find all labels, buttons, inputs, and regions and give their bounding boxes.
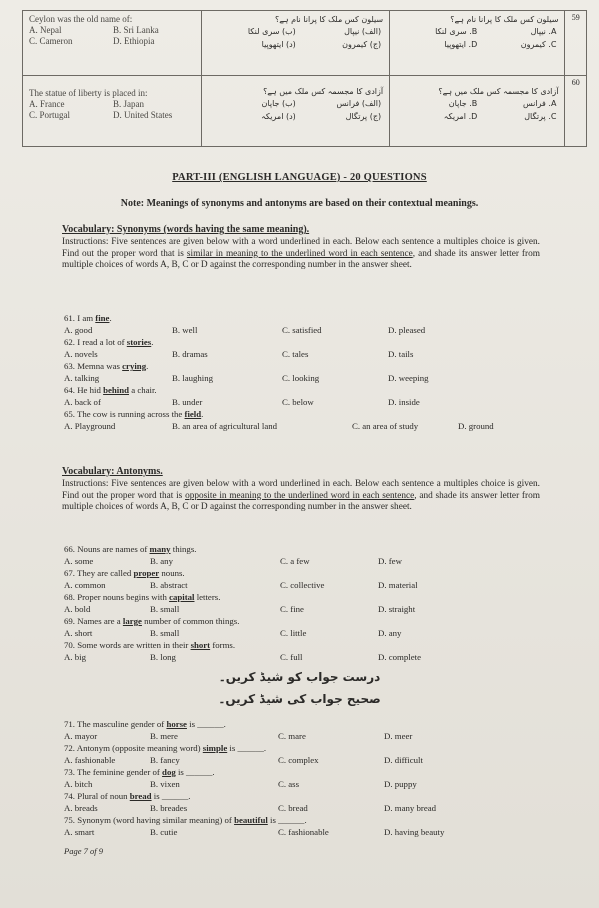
instr-text: , and shade its answer letter from multiple choices of words A, B, C or D against the corresponding number in the answer sheet. bbox=[62, 248, 541, 271]
option: (ج) کیمرون bbox=[342, 40, 382, 49]
answer-option[interactable]: D. few bbox=[378, 556, 402, 566]
answer-option[interactable]: C. a few bbox=[280, 556, 310, 566]
stem-text: 74. Plural of noun bbox=[64, 791, 130, 801]
question-stem bbox=[64, 718, 584, 730]
option: D. ایتھوپیا bbox=[444, 40, 478, 49]
question-stem bbox=[64, 312, 584, 324]
answer-option[interactable]: B. mere bbox=[150, 731, 178, 741]
stem-text: 71. The masculine gender of bbox=[64, 719, 167, 729]
option: C. Cameron bbox=[29, 36, 73, 46]
question-stem bbox=[64, 408, 584, 420]
answer-option[interactable]: D. meer bbox=[384, 731, 413, 741]
stem-text: 61. I am bbox=[64, 313, 96, 323]
stem-text: 64. He hid bbox=[64, 385, 104, 395]
stem-text: is ______. bbox=[186, 719, 226, 729]
option: (د) ایتھوپیا bbox=[261, 40, 296, 49]
stem-text: 67. They are called bbox=[64, 568, 134, 578]
option: A. France bbox=[29, 99, 65, 109]
table-row bbox=[23, 11, 587, 76]
stem-text: 70. Some words are written in their bbox=[64, 640, 191, 650]
question-text: Ceylon was the old name of: bbox=[29, 14, 133, 24]
urdu-question: آزادی کا مجسمہ کس ملک میں ہے؟ bbox=[438, 87, 559, 96]
question-stem bbox=[64, 814, 584, 826]
answer-option[interactable]: D. inside bbox=[388, 397, 420, 407]
answer-option[interactable]: D. having beauty bbox=[384, 827, 445, 837]
answer-option[interactable]: C. ass bbox=[278, 779, 300, 789]
stem-text: 62. I read a lot of bbox=[64, 337, 127, 347]
answer-option[interactable]: D. material bbox=[378, 580, 418, 590]
option: C. کیمرون bbox=[520, 40, 557, 49]
urdu-cell bbox=[202, 76, 390, 147]
question-number: 59 bbox=[565, 11, 587, 76]
option: C. Portugal bbox=[29, 110, 71, 120]
answer-option[interactable]: D. weeping bbox=[388, 373, 429, 383]
answer-option[interactable]: A. some bbox=[64, 556, 94, 566]
option: D. United States bbox=[113, 110, 173, 120]
options-row bbox=[64, 579, 584, 591]
answer-option[interactable]: D. any bbox=[378, 628, 402, 638]
stem-text: . bbox=[201, 409, 204, 419]
option: B. Sri Lanka bbox=[113, 25, 159, 35]
answer-option[interactable]: D. complete bbox=[378, 652, 421, 662]
options-row bbox=[64, 372, 584, 384]
answer-option[interactable]: A. Playground bbox=[64, 421, 116, 431]
option: (ب) سری لنکا bbox=[247, 27, 296, 36]
stem-text: . bbox=[146, 361, 149, 371]
answer-option[interactable]: B. breades bbox=[150, 803, 188, 813]
keyword: capital bbox=[169, 592, 195, 602]
answer-option[interactable]: A. mayor bbox=[64, 731, 98, 741]
answer-option[interactable]: B. an area of agricultural land bbox=[172, 421, 278, 431]
question-stem bbox=[64, 766, 584, 778]
answer-option[interactable]: B. well bbox=[172, 325, 198, 335]
stem-text: a chair. bbox=[129, 385, 157, 395]
answer-option[interactable]: A. bold bbox=[64, 604, 91, 614]
stem-text: 75. Synonym (word having similar meaning) of bbox=[64, 815, 235, 825]
question-text: The statue of liberty is placed in: bbox=[29, 88, 148, 98]
synonym-questions bbox=[64, 312, 584, 432]
answer-option[interactable]: C. little bbox=[280, 628, 307, 638]
option: A. نیپال bbox=[530, 27, 557, 36]
answer-option[interactable]: A. short bbox=[64, 628, 93, 638]
grammar-questions bbox=[64, 718, 584, 838]
options-row bbox=[64, 651, 584, 663]
stem-text: is ______. bbox=[151, 791, 191, 801]
option: (الف) نیپال bbox=[344, 27, 382, 36]
antonyms-instructions bbox=[62, 479, 540, 514]
keyword: beautiful bbox=[234, 815, 268, 825]
option: A. فرانس bbox=[522, 99, 557, 108]
urdu-question: سیلون کس ملک کا پرانا نام ہے؟ bbox=[450, 15, 559, 24]
keyword: dog bbox=[162, 767, 176, 777]
stem-text: things. bbox=[170, 544, 197, 554]
answer-option[interactable]: C. fashionable bbox=[278, 827, 329, 837]
english-cell bbox=[23, 76, 202, 147]
question-stem bbox=[64, 742, 584, 754]
option: C. پرتگال bbox=[524, 112, 557, 121]
question-stem bbox=[64, 543, 584, 555]
stem-text: is ______. bbox=[175, 767, 215, 777]
answer-option[interactable]: C. looking bbox=[282, 373, 320, 383]
urdu-instruction: صحیح جواب کی شیڈ کریں۔ bbox=[218, 692, 381, 706]
answer-option[interactable]: C. bread bbox=[278, 803, 308, 813]
options-row bbox=[64, 348, 584, 360]
option: (الف) فرانس bbox=[336, 99, 382, 108]
question-number: 60 bbox=[565, 76, 587, 147]
answer-option[interactable]: C. satisfied bbox=[282, 325, 322, 335]
stem-text: . bbox=[151, 337, 154, 347]
options-row bbox=[64, 396, 584, 408]
answer-option[interactable]: B. small bbox=[150, 604, 180, 614]
question-stem bbox=[64, 639, 584, 651]
keyword: many bbox=[149, 544, 171, 554]
options-row bbox=[64, 627, 584, 639]
answer-option[interactable]: D. straight bbox=[378, 604, 416, 614]
option: D. امریکہ bbox=[443, 112, 478, 121]
stem-text: nouns. bbox=[159, 568, 185, 578]
stem-text: 63. Memna was bbox=[64, 361, 123, 371]
option: (د) امریکہ bbox=[261, 112, 296, 121]
answer-option[interactable]: B. vixen bbox=[150, 779, 180, 789]
keyword: fine bbox=[95, 313, 110, 323]
keyword: field bbox=[184, 409, 202, 419]
option: B. Japan bbox=[113, 99, 144, 109]
answer-option[interactable]: A. smart bbox=[64, 827, 95, 837]
table-row bbox=[23, 76, 587, 147]
options-row bbox=[64, 324, 584, 336]
answer-option[interactable]: C. tales bbox=[282, 349, 309, 359]
answer-option[interactable]: B. dramas bbox=[172, 349, 208, 359]
options-row bbox=[64, 420, 584, 432]
option: B. جاپان bbox=[448, 99, 478, 108]
option: D. Ethiopia bbox=[113, 36, 155, 46]
stem-text: 73. The feminine gender of bbox=[64, 767, 163, 777]
answer-option[interactable]: B. long bbox=[150, 652, 176, 662]
question-stem bbox=[64, 790, 584, 802]
keyword: large bbox=[122, 616, 142, 626]
answer-option[interactable]: A. breads bbox=[64, 803, 98, 813]
urdu-question: آزادی کا مجسمہ کس ملک میں ہے؟ bbox=[263, 87, 384, 96]
stem-text: 66. Nouns are names of bbox=[64, 544, 150, 554]
options-row bbox=[64, 754, 584, 766]
stem-text: forms. bbox=[210, 640, 236, 650]
keyword: simple bbox=[202, 743, 228, 753]
instr-text: Instructions: Five sentences are given below with a word underlined in each. Below each sentence a multiples choice is given. Find out the proper word that is bbox=[62, 479, 540, 501]
answer-option[interactable]: B. laughing bbox=[172, 373, 214, 383]
keyword: bread bbox=[129, 791, 152, 801]
option: (ج) پرتگال bbox=[345, 112, 382, 121]
answer-option[interactable]: B. fancy bbox=[150, 755, 180, 765]
options-row bbox=[64, 603, 584, 615]
answer-option[interactable]: D. difficult bbox=[384, 755, 423, 765]
antonyms-title: Vocabulary: Antonyms. bbox=[62, 466, 163, 477]
stem-text: . bbox=[109, 313, 112, 323]
stem-text: 65. The cow is running across the bbox=[64, 409, 185, 419]
answer-option[interactable]: A. big bbox=[64, 652, 86, 662]
stem-text: 68. Proper nouns begins with bbox=[64, 592, 170, 602]
stem-text: number of common things. bbox=[141, 616, 240, 626]
answer-option[interactable]: D. many bread bbox=[384, 803, 437, 813]
urdu-cell bbox=[390, 76, 565, 147]
stem-text: letters. bbox=[194, 592, 221, 602]
part-title: PART-III (ENGLISH LANGUAGE) - 20 QUESTIONS bbox=[172, 172, 427, 183]
answer-option[interactable]: A. talking bbox=[64, 373, 100, 383]
answer-option[interactable]: A. back of bbox=[64, 397, 101, 407]
options-row bbox=[64, 802, 584, 814]
stem-text: is ______. bbox=[267, 815, 307, 825]
keyword: behind bbox=[103, 385, 130, 395]
answer-option[interactable]: C. mare bbox=[278, 731, 306, 741]
english-cell bbox=[23, 11, 202, 76]
answer-option[interactable]: A. fashionable bbox=[64, 755, 116, 765]
instr-text: , and shade its answer letter from multiple choices of words A, B, C or D against the corresponding number in the answer sheet. bbox=[62, 490, 540, 513]
options-row bbox=[64, 826, 584, 838]
urdu-instruction: درست جواب کو شیڈ کریں۔ bbox=[218, 670, 381, 684]
question-stem bbox=[64, 336, 584, 348]
answer-option[interactable]: D. ground bbox=[458, 421, 494, 431]
question-stem bbox=[64, 591, 584, 603]
answer-option[interactable]: B. under bbox=[172, 397, 203, 407]
keyword: proper bbox=[133, 568, 160, 578]
synonyms-title: Vocabulary: Synonyms (words having the same meaning). bbox=[62, 224, 310, 235]
stem-text: 69. Names are a bbox=[64, 616, 123, 626]
answer-option[interactable]: B. small bbox=[150, 628, 180, 638]
answer-option[interactable]: C. collective bbox=[280, 580, 325, 590]
options-row bbox=[64, 555, 584, 567]
question-stem bbox=[64, 615, 584, 627]
option: B. سری لنکا bbox=[435, 27, 478, 36]
urdu-cell bbox=[202, 11, 390, 76]
answer-option[interactable]: B. abstract bbox=[150, 580, 188, 590]
urdu-question: سیلون کس ملک کا پرانا نام ہے؟ bbox=[274, 15, 384, 24]
answer-option[interactable]: A. common bbox=[64, 580, 106, 590]
antonym-questions bbox=[64, 543, 584, 663]
keyword: stories bbox=[126, 337, 152, 347]
urdu-cell bbox=[390, 11, 565, 76]
question-stem bbox=[64, 567, 584, 579]
options-row bbox=[64, 730, 584, 742]
answer-option[interactable]: A. good bbox=[64, 325, 93, 335]
answer-option[interactable]: C. complex bbox=[278, 755, 319, 765]
keyword: crying bbox=[122, 361, 147, 371]
answer-option[interactable]: D. puppy bbox=[384, 779, 417, 789]
answer-option[interactable]: B. cutie bbox=[150, 827, 178, 837]
question-stem bbox=[64, 384, 584, 396]
answer-option[interactable]: B. any bbox=[150, 556, 173, 566]
answer-option[interactable]: D. pleased bbox=[388, 325, 426, 335]
note: Note: Meanings of synonyms and antonyms are based on their contextual meanings. bbox=[120, 198, 479, 209]
question-stem bbox=[64, 360, 584, 372]
answer-option[interactable]: C. fine bbox=[280, 604, 304, 614]
answer-option[interactable]: C. an area of study bbox=[352, 421, 419, 431]
synonyms-instructions bbox=[62, 237, 540, 272]
answer-option[interactable]: A. novels bbox=[64, 349, 98, 359]
answer-option[interactable]: A. bitch bbox=[64, 779, 93, 789]
instr-emphasis: opposite in meaning to the underlined word in each sentence bbox=[185, 490, 415, 501]
instr-emphasis: similar in meaning to the underlined word in each sentence bbox=[186, 248, 413, 259]
stem-text: is ______. bbox=[227, 743, 267, 753]
stem-text: 72. Antonym (opposite meaning word) bbox=[64, 743, 203, 753]
instr-text: Instructions: Five sentences are given below with a word underlined in each. Below each sentence a multiples choice is given. Find out the proper word that is bbox=[62, 237, 540, 259]
page-number: Page 7 of 9 bbox=[64, 846, 103, 856]
answer-option[interactable]: D. tails bbox=[388, 349, 414, 359]
answer-option[interactable]: C. below bbox=[282, 397, 314, 407]
keyword: short bbox=[190, 640, 211, 650]
option: A. Nepal bbox=[29, 25, 62, 35]
option: (ب) جاپان bbox=[261, 99, 296, 108]
options-row bbox=[64, 778, 584, 790]
answer-option[interactable]: C. full bbox=[280, 652, 303, 662]
mcq-table bbox=[22, 10, 587, 147]
keyword: horse bbox=[166, 719, 187, 729]
